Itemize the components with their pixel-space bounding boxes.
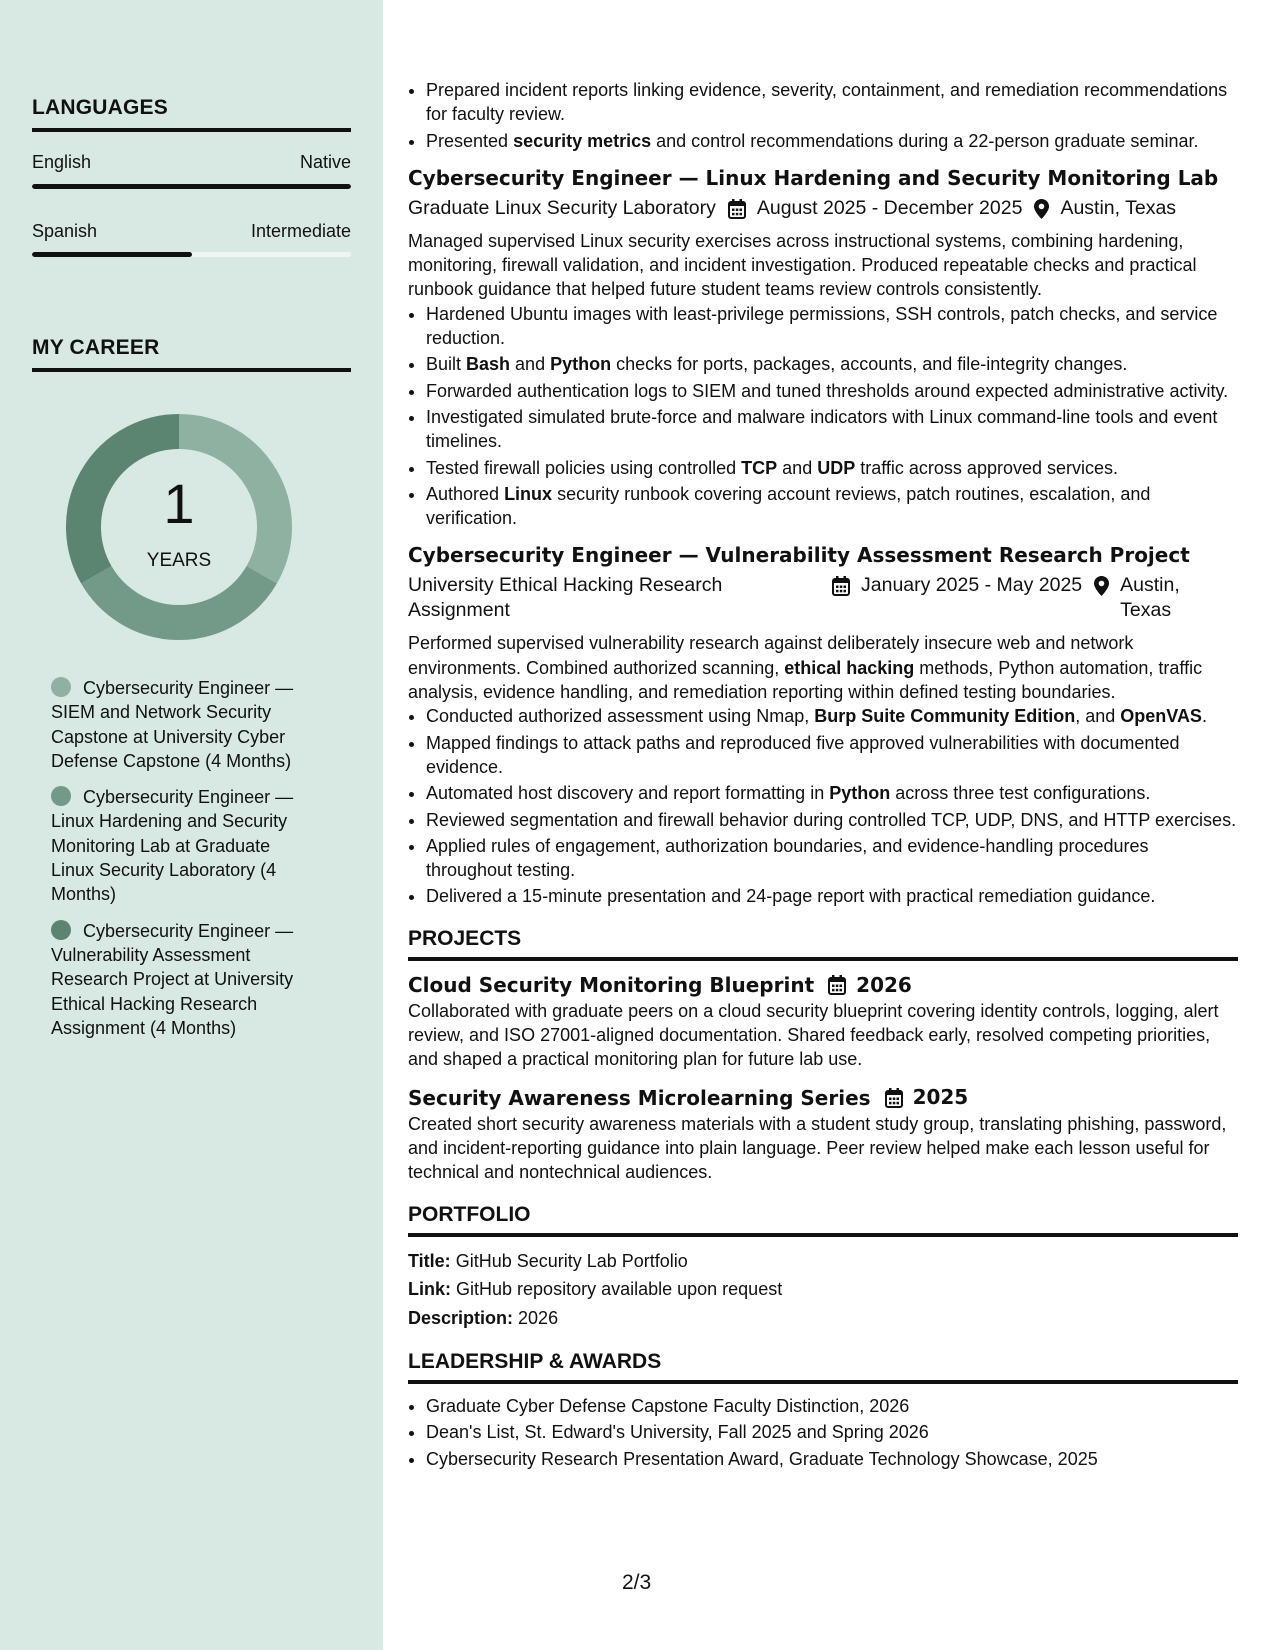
job-location-text: Austin, Texas bbox=[1120, 574, 1180, 622]
main-content bbox=[408, 78, 1238, 1473]
bullet-item: • Reviewed segmentation and firewall behavior during controlled TCP, UDP, DNS, and HTTP exercises. bbox=[426, 808, 1238, 832]
project-header bbox=[408, 1084, 1238, 1112]
bullet-item: • Applied rules of engagement, authorization boundaries, and evidence-handling procedures throughout testing. bbox=[426, 834, 1238, 883]
bullet-item: • Delivered a 15-minute presentation and 24-page report with practical remediation guidance. bbox=[426, 884, 1238, 908]
bullet-item: • Authored Linux security runbook covering account reviews, patch routines, escalation, and verification. bbox=[426, 482, 1238, 531]
projects-heading: PROJECTS bbox=[408, 925, 1238, 961]
award-item: • Graduate Cyber Defense Capstone Faculty Distinction, 2026 bbox=[426, 1394, 1238, 1418]
calendar-icon bbox=[832, 576, 850, 596]
project-year: 2025 bbox=[912, 1085, 969, 1110]
bullet-item: • Tested firewall policies using controlled TCP and UDP traffic across approved services. bbox=[426, 456, 1238, 480]
job-entry bbox=[408, 541, 1238, 908]
legend-label: Cybersecurity Engineer — Vulnerability Assessment Research Project at University Ethical Hacking Research Assignment (4 Months) bbox=[51, 920, 294, 1038]
bullet-item: • Hardened Ubuntu images with least-privilege permissions, SSH controls, patch checks, and service reduction. bbox=[426, 302, 1238, 351]
legend-dot bbox=[51, 677, 71, 697]
language-row-spanish bbox=[32, 221, 351, 242]
career-legend bbox=[51, 676, 311, 1052]
bullet-item: • Prepared incident reports linking evidence, severity, containment, and remediation recommendations for faculty review. bbox=[426, 78, 1238, 127]
career-unit: YEARS bbox=[146, 550, 212, 571]
project-entry bbox=[408, 971, 1238, 1072]
language-bar-spanish bbox=[32, 252, 351, 257]
job-dates-text: August 2025 - December 2025 bbox=[756, 196, 1023, 219]
language-level: Native bbox=[299, 152, 351, 172]
project-title: Cloud Security Monitoring Blueprint bbox=[408, 972, 815, 997]
project-description: Collaborated with graduate peers on a cloud security blueprint covering identity controls, logging, alert review, and ISO 27001-aligned documentation. Shared feedback early, resolved competing priorities, and shaped a practical monitoring plan for future lab use. bbox=[408, 1000, 1219, 1070]
continued-bullets bbox=[408, 78, 1238, 153]
calendar-icon bbox=[885, 1088, 903, 1108]
location-pin-icon bbox=[1034, 199, 1049, 219]
location-pin-icon bbox=[1094, 576, 1109, 596]
language-row-english bbox=[32, 152, 351, 173]
job-bullets bbox=[408, 704, 1238, 908]
languages-heading: LANGUAGES bbox=[32, 96, 351, 132]
job-dates bbox=[728, 196, 1023, 221]
project-entry bbox=[408, 1084, 1238, 1185]
language-name: Spanish bbox=[32, 221, 98, 241]
bullet-item: • Mapped findings to attack paths and reproduced five approved vulnerabilities with documented evidence. bbox=[426, 731, 1238, 780]
project-year: 2026 bbox=[856, 972, 912, 997]
job-meta bbox=[408, 573, 1238, 623]
calendar-icon bbox=[828, 975, 846, 995]
job-organization: University Ethical Hacking Research Assignment bbox=[408, 574, 723, 622]
portfolio-title-row bbox=[408, 1247, 1238, 1276]
portfolio-link-label: Link: bbox=[408, 1279, 451, 1299]
language-bar-english bbox=[32, 184, 351, 189]
job-title: Cybersecurity Engineer — Linux Hardening and Security Monitoring Lab bbox=[408, 165, 1219, 190]
bullet-item: • Presented security metrics and control recommendations during a 22-person graduate seminar. bbox=[426, 129, 1238, 153]
leadership-heading: LEADERSHIP & AWARDS bbox=[408, 1348, 1238, 1384]
project-title: Security Awareness Microlearning Series bbox=[408, 1085, 871, 1110]
job-location-text: Austin, Texas bbox=[1060, 196, 1177, 219]
job-summary: Managed supervised Linux security exercises across instructional systems, combining hardening, monitoring, firewall validation, and incident investigation. Produced repeatable checks and practical runbook guidance that helped future student teams review controls consistently. bbox=[408, 230, 1197, 300]
portfolio-title-label: Title: bbox=[408, 1250, 451, 1271]
career-donut bbox=[66, 414, 292, 640]
job-bullets bbox=[408, 302, 1238, 531]
job-location bbox=[1094, 573, 1200, 623]
career-heading: MY CAREER bbox=[32, 336, 351, 372]
job-dates bbox=[832, 573, 1082, 623]
portfolio-link-row bbox=[408, 1275, 1238, 1304]
award-item: • Dean's List, St. Edward's University, Fall 2025 and Spring 2026 bbox=[426, 1420, 1238, 1444]
bullet-item: • Conducted authorized assessment using Nmap, Burp Suite Community Edition, and OpenVAS. bbox=[426, 704, 1238, 728]
bullet-item: • Built Bash and Python checks for ports, packages, accounts, and file-integrity changes. bbox=[426, 352, 1238, 376]
job-dates-text: January 2025 - May 2025 bbox=[861, 574, 1083, 597]
career-legend-item bbox=[51, 785, 311, 906]
legend-label: Cybersecurity Engineer — SIEM and Network Security Capstone at University Cyber Defense Capstone (4 Months) bbox=[51, 678, 294, 771]
project-description: Created short security awareness materials with a student study group, translating phishing, password, and incident-reporting guidance into plain language. Peer review helped make each lesson useful for technical and nontechnical audiences. bbox=[408, 1113, 1227, 1183]
portfolio-title: GitHub Security Lab Portfolio bbox=[455, 1250, 688, 1271]
job-meta bbox=[408, 196, 1238, 221]
legend-dot bbox=[51, 920, 71, 940]
language-bar-fill bbox=[32, 184, 351, 189]
bullet-item: • Automated host discovery and report formatting in Python across three test configurations. bbox=[426, 781, 1238, 805]
donut-segment-2 bbox=[96, 575, 261, 623]
calendar-icon bbox=[728, 199, 746, 219]
portfolio-link: GitHub repository available upon request bbox=[456, 1279, 783, 1299]
job-organization: Graduate Linux Security Laboratory bbox=[408, 196, 716, 219]
leadership-list bbox=[408, 1394, 1238, 1471]
career-legend-item bbox=[51, 676, 311, 773]
sidebar bbox=[0, 0, 383, 1650]
language-level: Intermediate bbox=[250, 221, 351, 241]
job-entry bbox=[408, 164, 1238, 531]
legend-label: Cybersecurity Engineer — Linux Hardening and Security Monitoring Lab at Graduate Linux Security Laboratory (4 Months) bbox=[51, 787, 294, 905]
job-summary: Performed supervised vulnerability research against deliberately insecure web and network environments. Combined authorized scanning, ethical hacking methods, Python automation, traffic analysis, evidence handling, and remediation reporting within defined testing boundaries. bbox=[408, 633, 1203, 703]
legend-dot bbox=[51, 786, 71, 806]
bullet-item: • Investigated simulated brute-force and malware indicators with Linux command-line tools and event timelines. bbox=[426, 405, 1238, 454]
portfolio-heading: PORTFOLIO bbox=[408, 1201, 1238, 1237]
award-item: • Cybersecurity Research Presentation Award, Graduate Technology Showcase, 2025 bbox=[426, 1447, 1238, 1471]
language-name: English bbox=[32, 152, 92, 172]
career-total: 1 bbox=[163, 472, 195, 535]
job-location bbox=[1034, 196, 1176, 221]
project-header bbox=[408, 971, 1238, 999]
job-title: Cybersecurity Engineer — Vulnerability Assessment Research Project bbox=[408, 543, 1190, 568]
portfolio-description: 2026 bbox=[518, 1307, 559, 1328]
page-number: 2/3 bbox=[622, 1571, 652, 1594]
portfolio-description-label: Description: bbox=[408, 1307, 514, 1328]
language-bar-fill bbox=[32, 252, 192, 257]
career-legend-item bbox=[51, 919, 311, 1040]
portfolio-description-row bbox=[408, 1304, 1238, 1333]
bullet-item: • Forwarded authentication logs to SIEM and tuned thresholds around expected administrative activity. bbox=[426, 379, 1238, 403]
